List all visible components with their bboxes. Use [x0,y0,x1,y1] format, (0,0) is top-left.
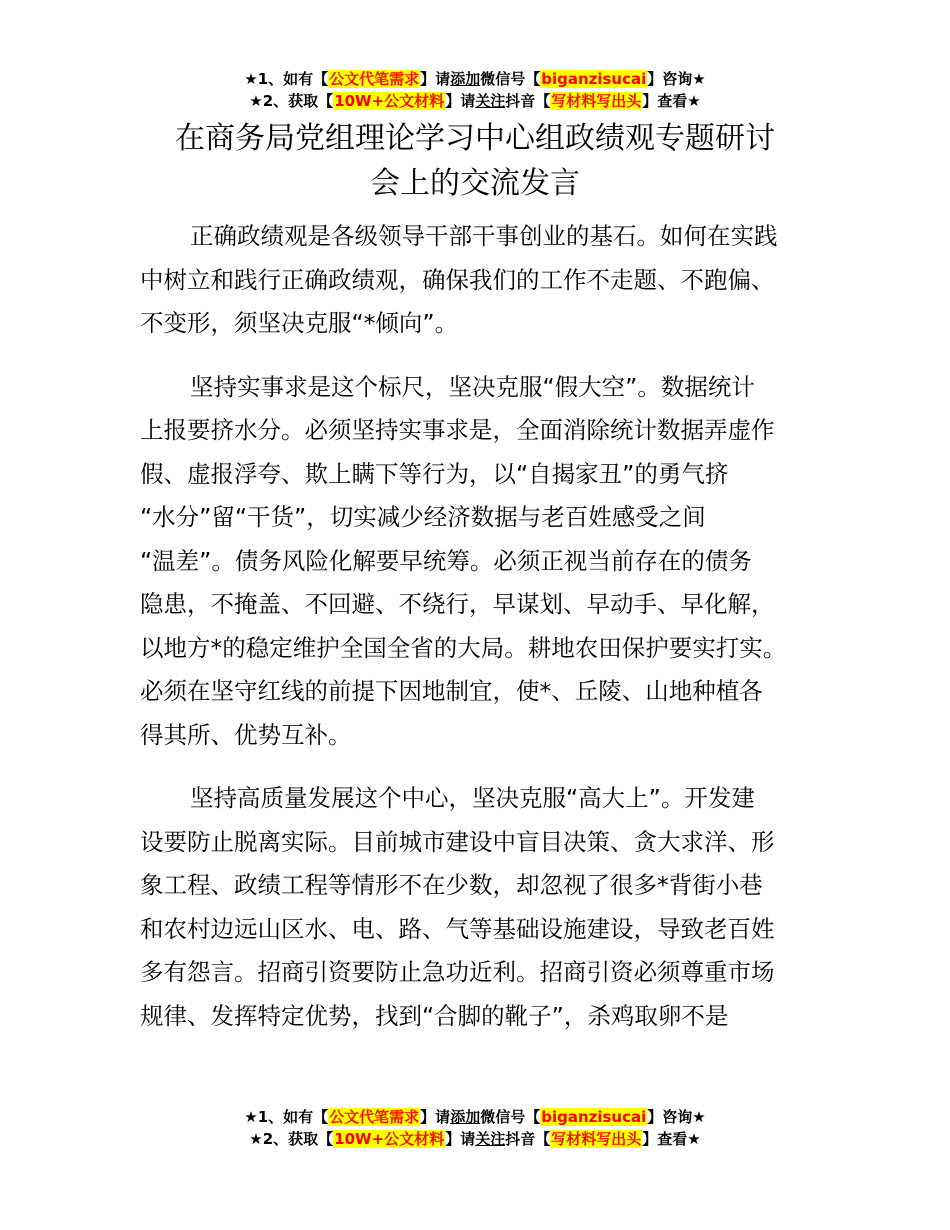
highlight-service: 公文代笔需求 [329,1108,420,1126]
text-line: 坚持实事求是这个标尺，坚决克服“假大空”。数据统计 [190,372,755,401]
text-line: “水分”留“干货”，切实减少经济数据与老百姓感受之间 [140,503,706,531]
text-line: 设要防止脱离实际。目前城市建设中盲目决策、贪大求洋、形 [140,827,775,856]
banner-line-2 [0,90,950,112]
banner-line-2 [0,1128,950,1150]
banner-underlined: 关注 [475,92,506,110]
text-line: 多有怨言。招商引资要防止急功近利。招商引资必须尊重市场 [140,958,775,986]
highlight-wechat-id: biganzisucai [541,70,647,88]
highlight-service: 公文代笔需求 [329,70,420,88]
text-line: 隐患，不掩盖、不回避、不绕行，早谋划、早动手、早化解， [140,590,775,618]
paragraph-high-quality [140,777,820,1038]
banner-text: 】请 [420,70,451,88]
highlight-wechat-id: biganzisucai [541,1108,647,1126]
banner-text: 微信号【 [480,1108,541,1126]
banner-text: 】请 [445,92,476,110]
text-line: 必须在坚守红线的前提下因地制宜，使*、丘陵、山地种植各 [140,677,763,705]
paragraph-intro [140,215,820,346]
banner-text: 微信号【 [480,70,541,88]
banner-text: 】请 [445,1130,476,1148]
document-title [100,116,850,206]
text-line: 正确政绩观是各级领导干部干事创业的基石。如何在实践 [190,222,778,250]
banner-text: ★2、获取【 [249,1130,334,1148]
text-line: “温差”。债务风险化解要早统筹。必须正视当前存在的债务 [140,546,752,575]
text-line: 坚持高质量发展这个中心，坚决克服“高大上”。开发建 [190,784,755,812]
highlight-materials: 10W+公文材料 [334,92,445,110]
highlight-materials: 10W+公文材料 [334,1130,445,1148]
banner-text: 】查看★ [642,92,701,110]
banner-text: 】查看★ [642,1130,701,1148]
banner-line-1 [0,68,950,90]
footer-banner [0,1106,950,1150]
banner-text: 抖音【 [505,92,551,110]
header-banner [0,68,950,112]
banner-text: 】咨询★ [647,70,706,88]
banner-text: ★1、如有【 [244,1108,329,1126]
text-line: 假、虚报浮夸、欺上瞒下等行为，以“自揭家丑”的勇气挤 [140,459,729,488]
banner-text: 】请 [420,1108,451,1126]
text-line: 不变形，须坚决克服“*倾向”。 [140,309,459,337]
text-line: 得其所、优势互补。 [140,720,352,749]
banner-text: 】咨询★ [647,1108,706,1126]
text-line: 象工程、政绩工程等情形不在少数，却忽视了很多*背街小巷 [140,871,763,899]
banner-line-1 [0,1106,950,1128]
text-line: 中树立和践行正确政绩观，确保我们的工作不走题、不跑偏、 [140,265,775,294]
title-line-2: 会上的交流发言 [370,166,580,201]
highlight-douyin-account: 写材料写出头 [551,1130,642,1148]
banner-text: 抖音【 [505,1130,551,1148]
highlight-douyin-account: 写材料写出头 [551,92,642,110]
banner-underlined: 添加 [450,1108,481,1126]
text-line: 和农村边远山区水、电、路、气等基础设施建设，导致老百姓 [140,914,775,943]
banner-text: ★2、获取【 [249,92,334,110]
banner-underlined: 关注 [475,1130,506,1148]
document-body [140,215,820,1058]
text-line: 以地方*的稳定维护全国全省的大局。耕地农田保护要实打实。 [140,633,787,662]
banner-underlined: 添加 [450,70,481,88]
text-line: 规律、发挥特定优势，找到“合脚的靴子”，杀鸡取卵不是 [140,1001,729,1030]
text-line: 上报要挤水分。必须坚持实事求是，全面消除统计数据弄虚作 [140,416,775,444]
paragraph-seek-truth [140,366,820,758]
banner-text: ★1、如有【 [244,70,329,88]
title-line-1: 在商务局党组理论学习中心组政绩观专题研讨 [175,121,775,156]
